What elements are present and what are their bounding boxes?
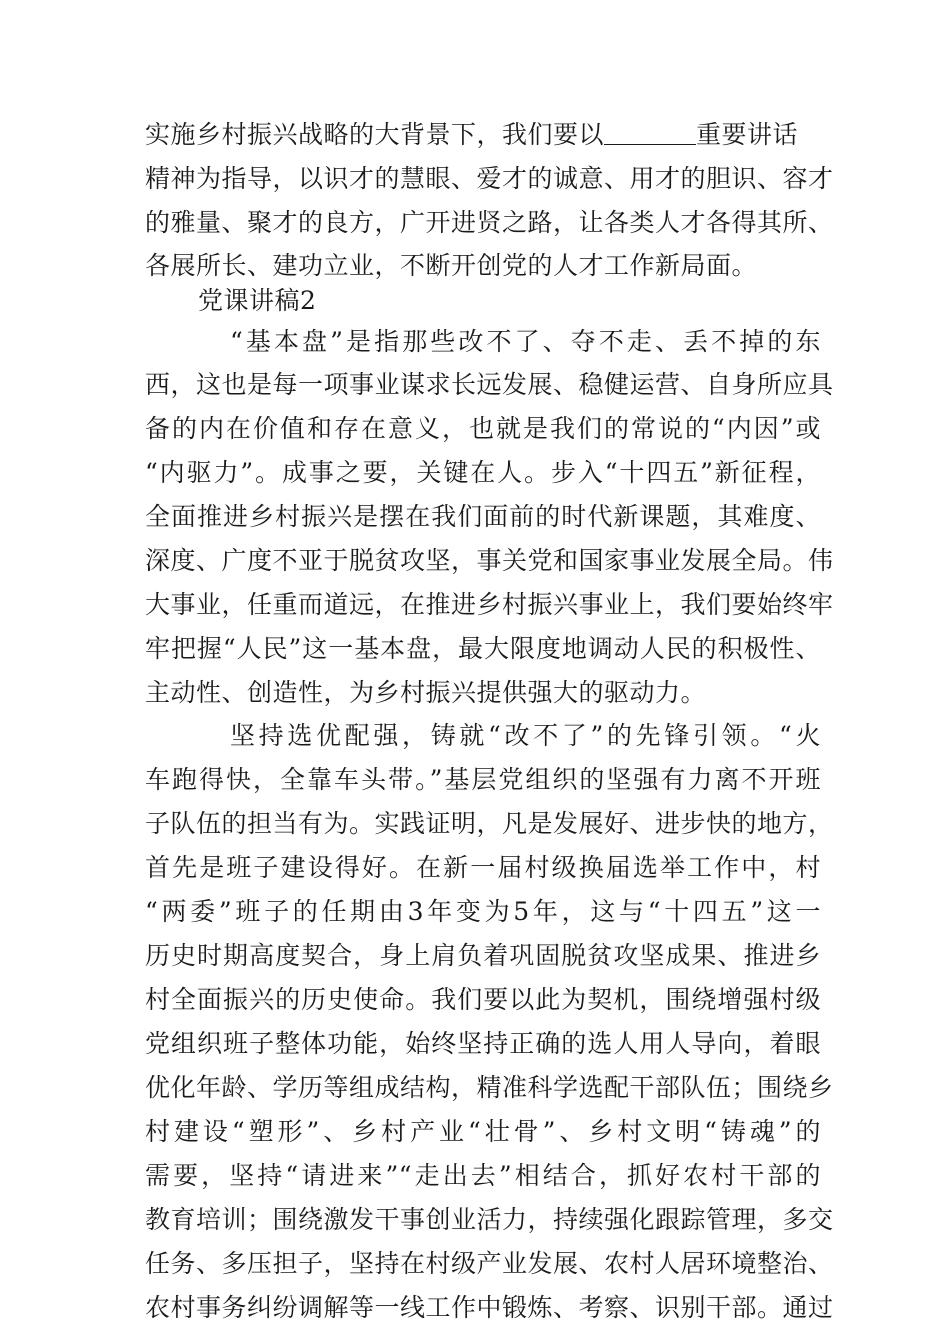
paragraph-line: 优化年龄、学历等组成结构，精准科学选配干部队伍；围绕乡: [145, 1073, 834, 1102]
paragraph-line: 农村事务纠纷调解等一线工作中锻炼、考察、识别干部。通过: [145, 1293, 834, 1322]
paragraph-line: 坚持选优配强，铸就“改不了”的先锋引领。“火: [230, 721, 821, 750]
paragraph-line: [145, 117, 798, 153]
paragraph-line: 车跑得快，全靠车头带。”基层党组织的坚强有力离不开班: [145, 765, 821, 794]
paragraph-line: 全面推进乡村振兴是摆在我们面前的时代新课题，其难度、: [145, 502, 821, 531]
paragraph-line: 村全面振兴的历史使命。我们要以此为契机，围绕增强村级: [145, 985, 821, 1014]
paragraph-line: “基本盘”是指那些改不了、夺不走、丢不掉的东: [230, 327, 821, 356]
paragraph-line: 备的内在价值和存在意义，也就是我们的常说的“内因”或: [145, 414, 821, 443]
paragraph-line: 深度、广度不亚于脱贫攻坚，事关党和国家事业发展全局。伟: [145, 546, 834, 575]
paragraph-line: 大事业，任重而道远，在推进乡村振兴事业上，我们要始终牢: [145, 590, 834, 619]
paragraph-line: “内驱力”。成事之要，关键在人。步入“十四五”新征程，: [145, 458, 821, 487]
paragraph-line: 首先是班子建设得好。在新一届村级换届选举工作中，村: [145, 853, 821, 882]
paragraph-line: 教育培训；围绕激发干事创业活力，持续强化跟踪管理，多交: [145, 1205, 834, 1234]
paragraph-line: “两委”班子的任期由3年变为5年，这与“十四五”这一: [145, 897, 821, 926]
text-after-blank: 重要讲话: [696, 120, 799, 149]
paragraph-line: 主动性、创造性，为乡村振兴提供强大的驱动力。: [145, 678, 707, 707]
paragraph-line: 需要，坚持“请进来”“走出去”相结合，抓好农村干部的: [145, 1161, 821, 1190]
paragraph-line: 西，这也是每一项事业谋求长远发展、稳健运营、自身所应具: [145, 370, 834, 399]
paragraph-line: 历史时期高度契合，身上肩负着巩固脱贫攻坚成果、推进乡: [145, 941, 821, 970]
paragraph-line: 村建设“塑形”、乡村产业“壮骨”、乡村文明“铸魂”的: [145, 1117, 821, 1146]
paragraph-line: 子队伍的担当有为。实践证明，凡是发展好、进步快的地方，: [145, 809, 834, 838]
paragraph-line: 各展所长、建功立业，不断开创党的人才工作新局面。: [145, 251, 758, 280]
paragraph-line: 牢把握“人民”这一基本盘，最大限度地调动人民的积极性、: [145, 634, 821, 663]
paragraph-line: 任务、多压担子，坚持在村级产业发展、农村人居环境整治、: [145, 1249, 834, 1278]
paragraph-line: 精神为指导，以识才的慧眼、爱才的诚意、用才的胆识、容才: [145, 164, 834, 193]
paragraph-line: 的雅量、聚才的良方，广开进贤之路，让各类人才各得其所、: [145, 208, 834, 237]
section-heading: 党课讲稿2: [198, 286, 317, 315]
fill-in-blank: [604, 120, 696, 145]
text-before-blank: 实施乡村振兴战略的大背景下，我们要以: [145, 120, 605, 149]
paragraph-line: 党组织班子整体功能，始终坚持正确的选人用人导向，着眼: [145, 1029, 821, 1058]
